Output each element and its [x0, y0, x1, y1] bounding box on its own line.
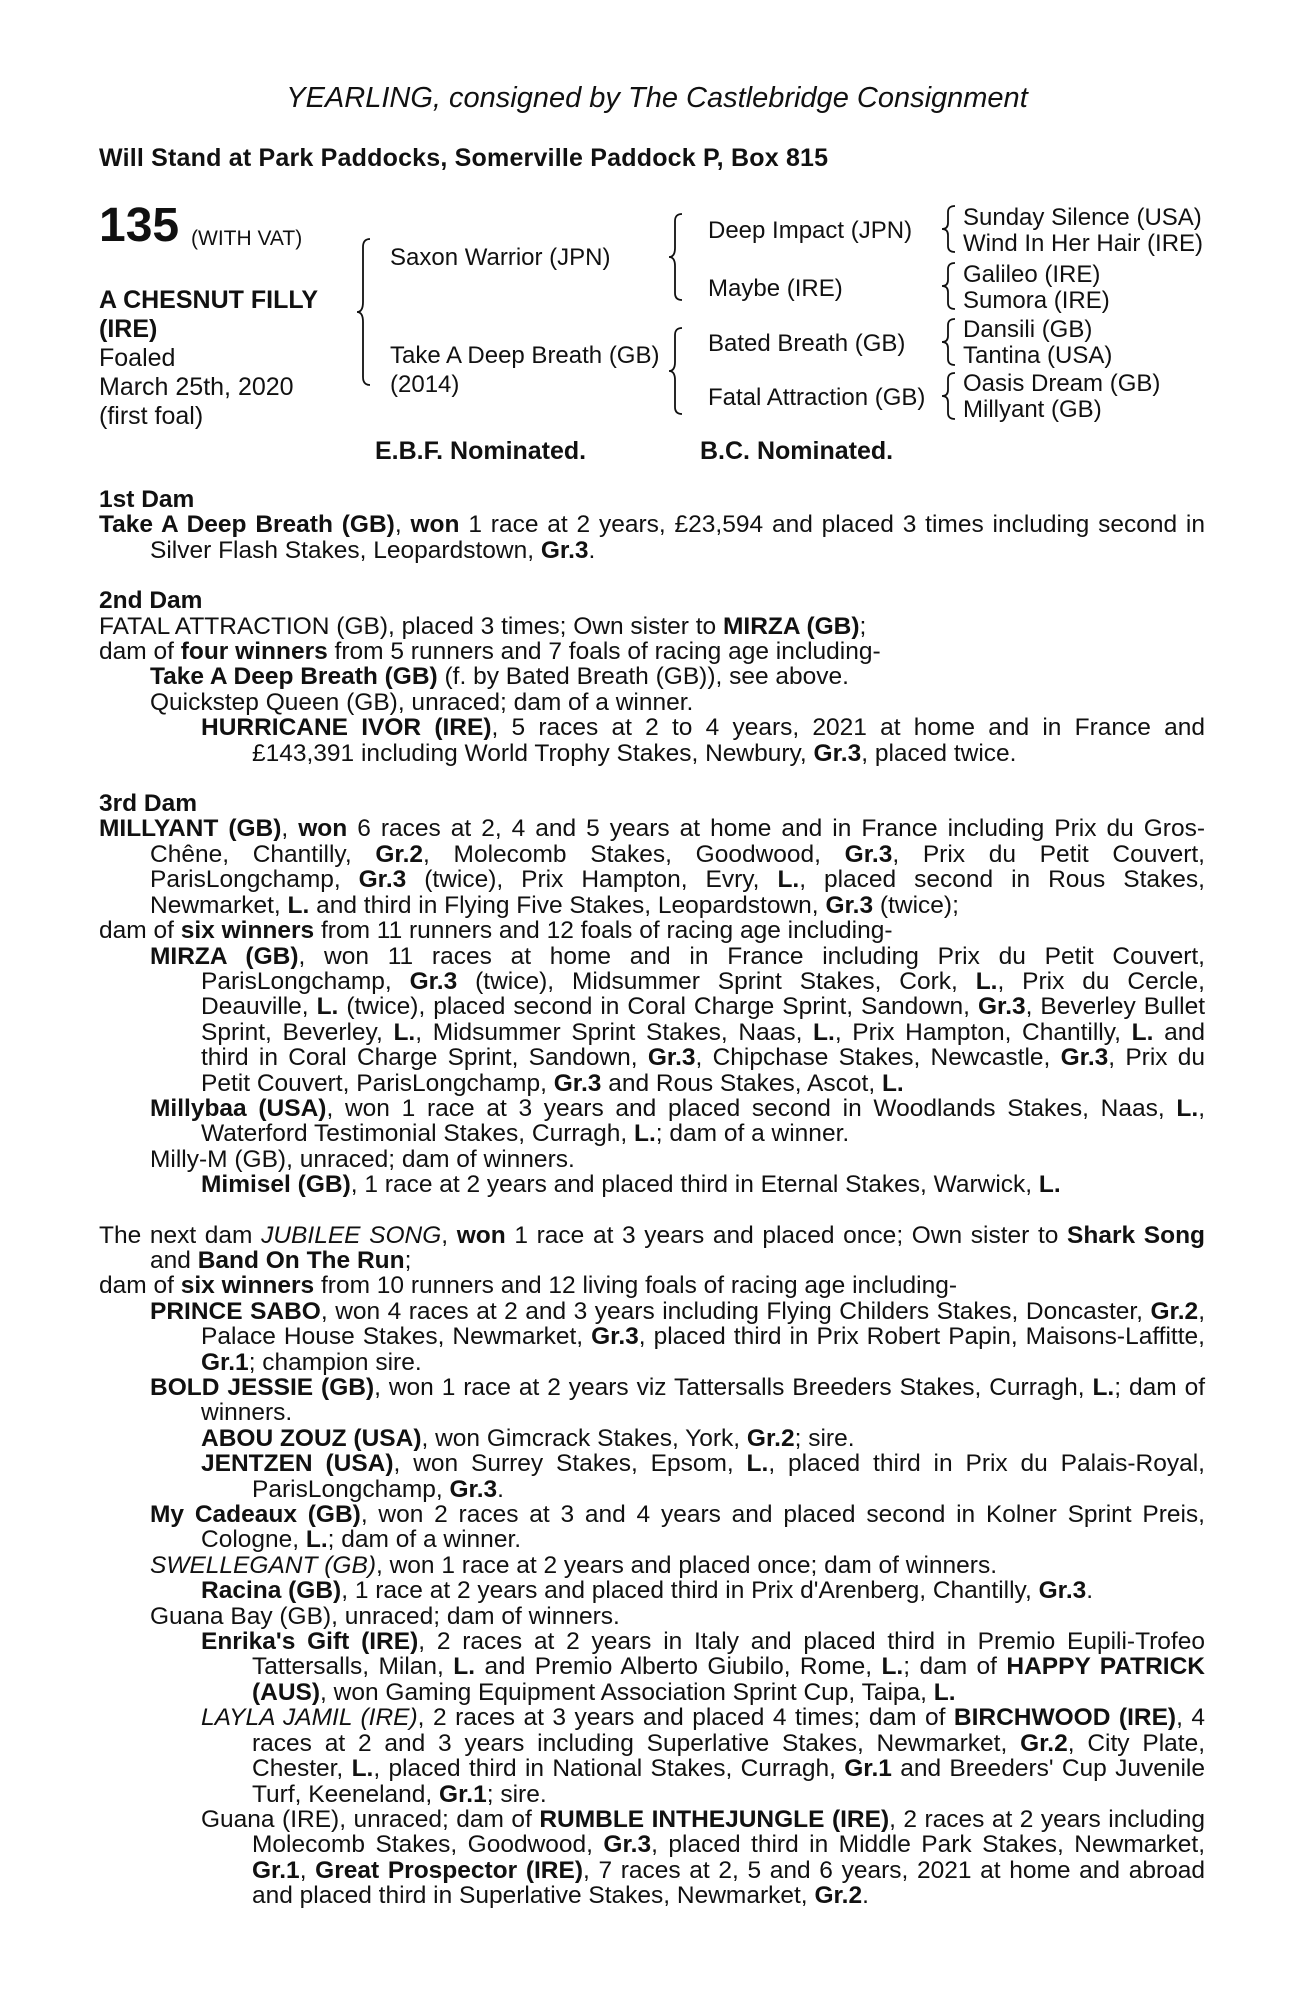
- pedigree-sss: Sunday Silence (USA): [963, 204, 1202, 231]
- pedigree-ddd: Millyant (GB): [963, 396, 1102, 423]
- produce-quickstep-queen: Quickstep Queen (GB), unraced; dam of a winner.: [150, 688, 694, 716]
- brace-fatal-attraction: [941, 372, 957, 420]
- produce-abou-zouz: ABOU ZOUZ (USA), won Gimcrack Stakes, York, Gr.2; sire.: [201, 1424, 855, 1452]
- second-dam-title: 2nd Dam: [99, 587, 203, 615]
- foaled-label: Foaled: [99, 344, 176, 372]
- pedigree-dsd: Tantina (USA): [963, 342, 1113, 369]
- pedigree-dam-dam: Fatal Attraction (GB): [708, 384, 926, 411]
- bc-nomination: B.C. Nominated.: [700, 437, 894, 465]
- pedigree-dam-year: (2014): [390, 371, 460, 398]
- brace-generation-1: [356, 238, 372, 386]
- horse-sex: A CHESNUT FILLY: [99, 286, 318, 314]
- brace-maybe: [941, 262, 957, 310]
- produce-jentzen: JENTZEN (USA), won Surrey Stakes, Epsom, L., placed third in Prix du Palais-Royal, ParisLongchamp, Gr.3.: [201, 1450, 1205, 1503]
- pedigree-ssd: Wind In Her Hair (IRE): [963, 230, 1204, 257]
- pedigree-sire-dam: Maybe (IRE): [708, 275, 843, 302]
- foal-note: (first foal): [99, 402, 204, 430]
- brace-sire-line: [668, 213, 684, 301]
- brace-deep-impact: [941, 205, 957, 253]
- pedigree-dam-sire: Bated Breath (GB): [708, 330, 906, 357]
- next-dam-entry: The next dam JUBILEE SONG, won 1 race at 3 years and placed once; Own sister to Shark Song and Band On The Run;: [99, 1221, 1206, 1274]
- produce-layla-jamil: LAYLA JAMIL (IRE), 2 races at 3 years and placed 4 times; dam of BIRCHWOOD (IRE), 4 races at 2 and 3 years including Superlative Stakes, Newmarket, Gr.2, City Plate, Chester, L., placed third in National Stakes, Curragh, Gr.1 and Breeders' Cup Juvenile Turf, Keeneland, Gr.1; sire.: [201, 1704, 1205, 1808]
- produce-swellegant: SWELLEGANT (GB), won 1 race at 2 years and placed once; dam of winners.: [150, 1551, 998, 1579]
- page-heading: YEARLING, consigned by The Castlebridge Consignment: [286, 82, 1028, 114]
- produce-guana: Guana (IRE), unraced; dam of RUMBLE INTHEJUNGLE (IRE), 2 races at 2 years including Molecomb Stakes, Goodwood, Gr.3, placed third in Middle Park Stakes, Newmarket, Gr.1, Great Prospector (IRE), 7 races at 2, 5 and 6 years, 2021 at home and abroad and placed third in Superlative Stakes, Newmarket, Gr.2.: [201, 1805, 1205, 1910]
- pedigree-dds: Oasis Dream (GB): [963, 370, 1161, 397]
- lot-number: 135: [99, 199, 180, 252]
- produce-hurricane-ivor: HURRICANE IVOR (IRE), 5 races at 2 to 4 years, 2021 at home and in France and £143,391 including World Trophy Stakes, Newbury, Gr.3, placed twice.: [201, 714, 1205, 767]
- second-dam-produce-summary: dam of four winners from 5 runners and 7 foals of racing age including-: [99, 638, 881, 666]
- pedigree-sdd: Sumora (IRE): [963, 287, 1110, 314]
- third-dam-produce-summary: dam of six winners from 11 runners and 12 foals of racing age including-: [99, 917, 893, 945]
- pedigree-sds: Galileo (IRE): [963, 261, 1101, 288]
- produce-mimisel: Mimisel (GB), 1 race at 2 years and placed third in Eternal Stakes, Warwick, L.: [201, 1171, 1061, 1199]
- first-dam-title: 1st Dam: [99, 486, 195, 513]
- produce-my-cadeaux: My Cadeaux (GB), won 2 races at 3 and 4 years and placed second in Kolner Sprint Preis, Cologne, L.; dam of a winner.: [150, 1501, 1205, 1554]
- first-dam-entry: Take A Deep Breath (GB), won 1 race at 2 years, £23,594 and placed 3 times including second in Silver Flash Stakes, Leopardstown, Gr.3.: [99, 511, 1205, 564]
- stand-location: Will Stand at Park Paddocks, Somerville Paddock P, Box 815: [99, 144, 829, 172]
- pedigree-dam: Take A Deep Breath (GB): [390, 342, 660, 369]
- produce-racina: Racina (GB), 1 race at 2 years and placed third in Prix d'Arenberg, Chantilly, Gr.3.: [201, 1577, 1094, 1605]
- pedigree-sire: Saxon Warrior (JPN): [390, 244, 611, 271]
- brace-bated-breath: [941, 318, 957, 366]
- produce-prince-sabo: PRINCE SABO, won 4 races at 2 and 3 years including Flying Childers Stakes, Doncaster, Gr.2, Palace House Stakes, Newmarket, Gr.3, placed third in Prix Robert Papin, Maisons-Laffitte, Gr.1; champion sire.: [150, 1297, 1205, 1376]
- produce-guana-bay: Guana Bay (GB), unraced; dam of winners.: [150, 1602, 620, 1630]
- pedigree-sire-sire: Deep Impact (JPN): [708, 217, 913, 244]
- third-dam-title: 3rd Dam: [99, 790, 198, 818]
- third-dam-entry: MILLYANT (GB), won 6 races at 2, 4 and 5 years at home and in France including Prix du Gros-Chêne, Chantilly, Gr.2, Molecomb Stakes, Goodwood, Gr.3, Prix du Petit Couvert, ParisLongchamp, Gr.3 (twice), Prix Hampton, Evry, L., placed second in Rous Stakes, Newmarket, L. and third in Flying Five Stakes, Leopardstown, Gr.3 (twice);: [99, 815, 1205, 919]
- pedigree-dss: Dansili (GB): [963, 316, 1093, 343]
- catalogue-body: [99, 487, 1205, 1909]
- horse-origin: (IRE): [99, 315, 158, 343]
- produce-enrikas-gift: Enrika's Gift (IRE), 2 races at 2 years in Italy and placed third in Premio Eupili-Trofeo Tattersalls, Milan, L. and Premio Alberto Giubilo, Rome, L.; dam of HAPPY PATRICK (AUS), won Gaming Equipment Association Sprint Cup, Taipa, L.: [201, 1628, 1205, 1706]
- next-dam-produce-summary: dam of six winners from 10 runners and 12 living foals of racing age including-: [99, 1272, 957, 1300]
- produce-milly-m: Milly-M (GB), unraced; dam of winners.: [150, 1145, 575, 1173]
- foaled-date: March 25th, 2020: [99, 373, 294, 401]
- vat-note: (WITH VAT): [191, 227, 303, 250]
- produce-millybaa: Millybaa (USA), won 1 race at 3 years and placed second in Woodlands Stakes, Naas, L., Waterford Testimonial Stakes, Curragh, L.; dam of a winner.: [150, 1094, 1205, 1148]
- ebf-nomination: E.B.F. Nominated.: [375, 437, 587, 465]
- horse-description: [99, 286, 318, 431]
- produce-take-a-deep-breath: Take A Deep Breath (GB) (f. by Bated Breath (GB)), see above.: [150, 663, 849, 691]
- brace-dam-line: [668, 327, 684, 415]
- produce-mirza: MIRZA (GB), won 11 races at home and in France including Prix du Petit Couvert, ParisLongchamp, Gr.3 (twice), Midsummer Sprint Stakes, Cork, L., Prix du Cercle, Deauville, L. (twice), placed second in Coral Charge Sprint, Sandown, Gr.3, Beverley Bullet Sprint, Beverley, L., Midsummer Sprint Stakes, Naas, L., Prix Hampton, Chantilly, L. and third in Coral Charge Sprint, Sandown, Gr.3, Chipchase Stakes, Newcastle, Gr.3, Prix du Petit Couvert, ParisLongchamp, Gr.3 and Rous Stakes, Ascot, L.: [150, 942, 1206, 1097]
- produce-bold-jessie: BOLD JESSIE (GB), won 1 race at 2 years viz Tattersalls Breeders Stakes, Curragh, L.; dam of winners.: [150, 1374, 1205, 1427]
- second-dam-entry: FATAL ATTRACTION (GB), placed 3 times; Own sister to MIRZA (GB);: [99, 612, 867, 640]
